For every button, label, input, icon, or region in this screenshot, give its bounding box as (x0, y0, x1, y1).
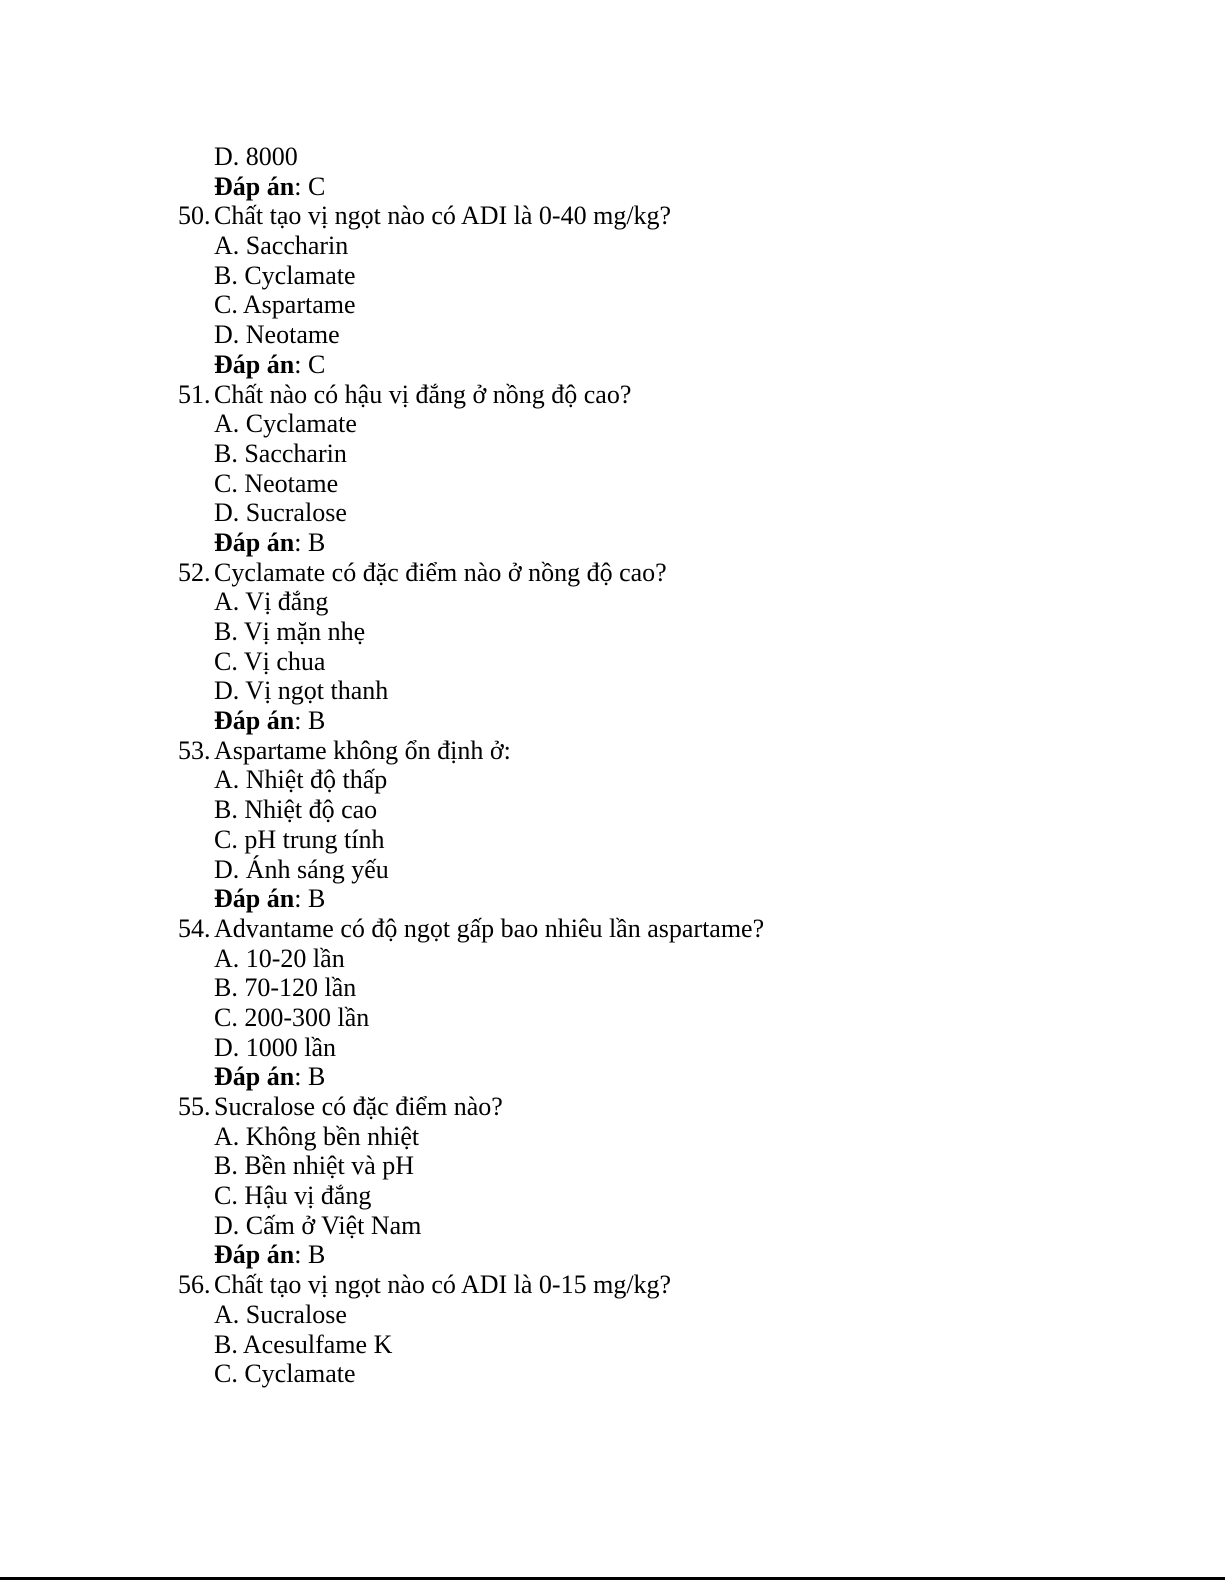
answer-value: B (307, 1240, 326, 1270)
option-line: D. Ánh sáng yếu (214, 854, 389, 884)
answer-label: Đáp án (214, 527, 295, 557)
question-number: 56. (178, 1270, 211, 1300)
option-line: B. Vị mặn nhẹ (214, 617, 366, 646)
question-49-fragment (178, 142, 1078, 201)
answer-value: B (307, 706, 326, 736)
option-line: A. Sucralose (214, 1299, 347, 1329)
question-text: Chất nào có hậu vị đắng ở nồng độ cao? (214, 379, 632, 409)
answer-line (178, 350, 1078, 380)
answer-separator: : (294, 171, 308, 201)
question-number: 51. (178, 379, 211, 409)
question-text: Chất tạo vị ngọt nào có ADI là 0-15 mg/kg? (214, 1270, 672, 1300)
option-line: A. Vị đắng (214, 587, 329, 617)
answer-label: Đáp án (214, 349, 295, 379)
answer-separator: : (294, 527, 308, 557)
option-line: C. pH trung tính (214, 824, 385, 854)
question-number: 52. (178, 557, 211, 587)
option-line: D. Sucralose (214, 498, 347, 528)
answer-label: Đáp án (214, 1062, 295, 1092)
question-block-50 (178, 201, 1078, 379)
question-line (178, 914, 1078, 944)
option-line: B. Cyclamate (214, 260, 356, 290)
question-line (178, 380, 1078, 410)
option-line: A. 10-20 lần (214, 943, 345, 973)
question-block-55 (178, 1092, 1078, 1270)
option-line: B. Acesulfame K (214, 1329, 393, 1359)
question-text: Advantame có độ ngọt gấp bao nhiêu lần aspartame? (214, 913, 765, 943)
option-line: B. Bền nhiệt và pH (214, 1151, 415, 1181)
answer-line (178, 528, 1078, 558)
answer-line (178, 884, 1078, 914)
option-line: D. Vị ngọt thanh (214, 676, 389, 706)
question-block-52 (178, 558, 1078, 736)
option-line: B. Saccharin (214, 438, 347, 468)
question-text: Cyclamate có đặc điểm nào ở nồng độ cao? (214, 557, 667, 587)
answer-value: C (307, 171, 326, 201)
answer-label: Đáp án (214, 1240, 295, 1270)
answer-line (178, 706, 1078, 736)
answer-line (178, 172, 1078, 202)
question-text: Sucralose có đặc điểm nào? (214, 1092, 503, 1121)
option-line: C. Neotame (214, 468, 339, 498)
option-line: C. Cyclamate (214, 1359, 356, 1389)
option-line: C. Hậu vị đắng (214, 1181, 372, 1211)
question-number: 50. (178, 201, 211, 231)
answer-separator: : (294, 349, 308, 379)
question-line (178, 201, 1078, 231)
answer-line (178, 1240, 1078, 1270)
answer-label: Đáp án (214, 884, 295, 914)
option-line: B. 70-120 lần (214, 973, 357, 1003)
answer-line (178, 1062, 1078, 1092)
option-line: B. Nhiệt độ cao (214, 795, 378, 825)
option-line: A. Cyclamate (214, 409, 357, 439)
option-line: A. Saccharin (214, 231, 349, 261)
option-line: C. 200-300 lần (214, 1002, 370, 1032)
question-block-53 (178, 736, 1078, 914)
question-block-54 (178, 914, 1078, 1092)
question-block-51 (178, 380, 1078, 558)
page-bottom-rule (0, 1577, 1225, 1580)
option-line: D. Neotame (214, 320, 340, 350)
question-line (178, 1092, 1078, 1122)
answer-separator: : (294, 1062, 308, 1092)
answer-separator: : (294, 884, 308, 914)
question-line (178, 1270, 1078, 1300)
option-line: C. Vị chua (214, 646, 326, 676)
answer-label: Đáp án (214, 706, 295, 736)
answer-separator: : (294, 706, 308, 736)
answer-value: B (307, 884, 326, 914)
answer-value: B (307, 527, 326, 557)
option-line: C. Aspartame (214, 290, 356, 320)
question-text: Chất tạo vị ngọt nào có ADI là 0-40 mg/kg? (214, 201, 672, 231)
question-number: 53. (178, 735, 211, 765)
question-line (178, 736, 1078, 766)
question-block-56 (178, 1270, 1078, 1389)
option-line: D. 1000 lần (214, 1032, 337, 1062)
question-text: Aspartame không ổn định ở: (214, 735, 511, 765)
question-number: 54. (178, 913, 211, 943)
option-line: A. Nhiệt độ thấp (214, 765, 388, 795)
question-line (178, 558, 1078, 588)
answer-separator: : (294, 1240, 308, 1270)
question-list (178, 142, 1078, 1389)
option-line: D. 8000 (214, 142, 298, 171)
option-line: A. Không bền nhiệt (214, 1121, 420, 1151)
answer-value: C (307, 349, 326, 379)
answer-label: Đáp án (214, 171, 295, 201)
option-line: D. Cấm ở Việt Nam (214, 1210, 422, 1240)
answer-value: B (307, 1062, 326, 1092)
question-number: 55. (178, 1092, 211, 1121)
